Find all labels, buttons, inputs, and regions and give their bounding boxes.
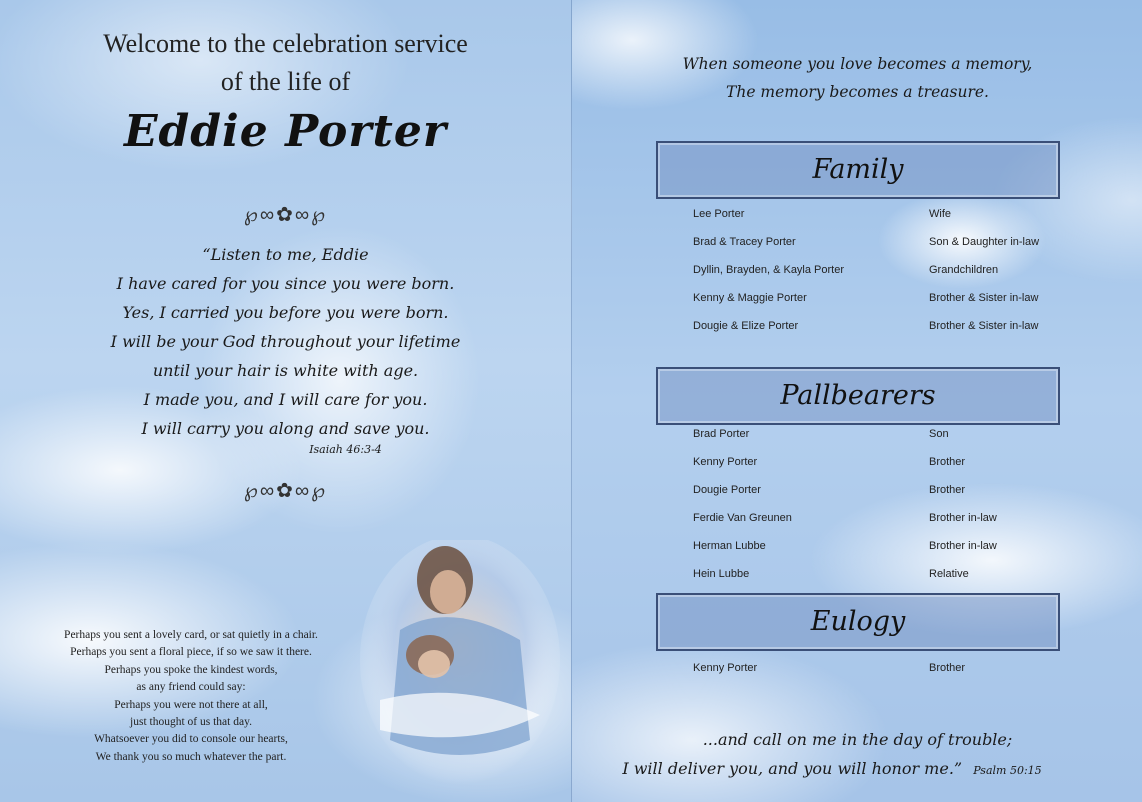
- ornament-top: ℘∞✿∞℘: [243, 204, 328, 226]
- family-name: Dyllin, Brayden, & Kayla Porter: [693, 264, 845, 276]
- verse-line: until your hair is white with age.: [152, 361, 419, 380]
- poem-line: Perhaps you sent a lovely card, or sat quietly in a chair.: [64, 629, 318, 641]
- poem-line: just thought of us that day.: [130, 716, 252, 729]
- poem-line: Perhaps you were not there at all,: [114, 698, 268, 711]
- deceased-name: Eddie Porter: [123, 106, 448, 157]
- poem-line: Whatsoever you did to console our hearts,: [94, 733, 288, 746]
- table-row: [693, 320, 1113, 338]
- pallbearer-name: Brad Porter: [693, 428, 750, 440]
- family-relation: Grandchildren: [929, 264, 999, 276]
- verse-line: I made you, and I will care for you.: [143, 390, 428, 409]
- eulogy-relation: Brother: [929, 662, 966, 674]
- table-row: [693, 236, 1113, 254]
- table-row: [693, 456, 1113, 474]
- verse-reference: Isaiah 46:3-4: [309, 443, 382, 456]
- poem-block: [20, 627, 362, 766]
- pallbearer-relation: Brother: [929, 484, 966, 496]
- memory-quote-line-1: When someone you love becomes a memory,: [682, 55, 1033, 73]
- memory-quote-line-2: The memory becomes a treasure.: [726, 83, 989, 101]
- eulogy-heading: Eulogy: [656, 593, 1060, 651]
- table-row: [693, 540, 1113, 558]
- verse-block: [0, 240, 571, 457]
- eulogy-name: Kenny Porter: [693, 662, 758, 674]
- right-page: [571, 0, 1142, 802]
- family-relation: Brother & Sister in-law: [929, 320, 1039, 332]
- poem-line: Perhaps you spoke the kindest words,: [104, 663, 278, 676]
- closing-verse-line-2: [572, 755, 1092, 785]
- family-name: Lee Porter: [693, 208, 745, 220]
- pallbearer-name: Dougie Porter: [693, 484, 761, 496]
- pallbearer-relation: Relative: [929, 568, 969, 580]
- embrace-illustration: [360, 540, 560, 790]
- family-name: Kenny & Maggie Porter: [693, 292, 807, 304]
- family-relation: Brother & Sister in-law: [929, 292, 1039, 304]
- table-row: [693, 208, 1113, 226]
- pallbearer-name: Ferdie Van Greunen: [693, 512, 792, 524]
- verse-line: Yes, I carried you before you were born.: [122, 303, 449, 322]
- family-heading: Family: [656, 141, 1060, 199]
- welcome-line-2: of the life of: [220, 67, 351, 96]
- pallbearer-relation: Brother: [929, 456, 966, 468]
- poem-line: Perhaps you sent a floral piece, if so we saw it there.: [70, 646, 312, 659]
- table-row: [693, 662, 1113, 680]
- table-row: [693, 428, 1113, 446]
- family-name: Brad & Tracey Porter: [693, 236, 796, 248]
- table-row: [693, 568, 1113, 586]
- pallbearer-name: Hein Lubbe: [693, 568, 750, 580]
- ornament-bottom: ℘∞✿∞℘: [243, 480, 328, 502]
- family-name: Dougie & Elize Porter: [693, 320, 799, 332]
- pallbearer-name: Kenny Porter: [693, 456, 758, 468]
- figure-face: [430, 570, 466, 614]
- pallbearer-relation: Brother in-law: [929, 512, 997, 524]
- table-row: [693, 292, 1113, 310]
- verse-line: “Listen to me, Eddie: [202, 245, 369, 264]
- verse-line: I have cared for you since you were born.: [116, 274, 455, 293]
- family-relation: Wife: [929, 208, 951, 220]
- pallbearer-relation: Son: [929, 428, 949, 440]
- closing-verse-reference: Psalm 50:15: [973, 764, 1042, 777]
- poem-line: as any friend could say:: [136, 681, 246, 694]
- pallbearers-heading: Pallbearers: [656, 367, 1060, 425]
- pallbearer-relation: Brother in-law: [929, 540, 997, 552]
- pallbearer-name: Herman Lubbe: [693, 540, 766, 552]
- verse-line: I will carry you along and save you.: [141, 419, 430, 438]
- table-row: [693, 484, 1113, 502]
- welcome-line-1: Welcome to the celebration service: [103, 29, 468, 58]
- poem-line: We thank you so much whatever the part.: [95, 750, 287, 763]
- closing-verse-line-1: ...and call on me in the day of trouble;: [702, 730, 1013, 749]
- family-relation: Son & Daughter in-law: [929, 236, 1040, 248]
- verse-line: I will be your God throughout your lifetime: [110, 332, 461, 351]
- table-row: [693, 264, 1113, 282]
- child-face: [418, 650, 450, 678]
- closing-verse-text: I will deliver you, and you will honor me.”: [622, 759, 963, 778]
- table-row: [693, 512, 1113, 530]
